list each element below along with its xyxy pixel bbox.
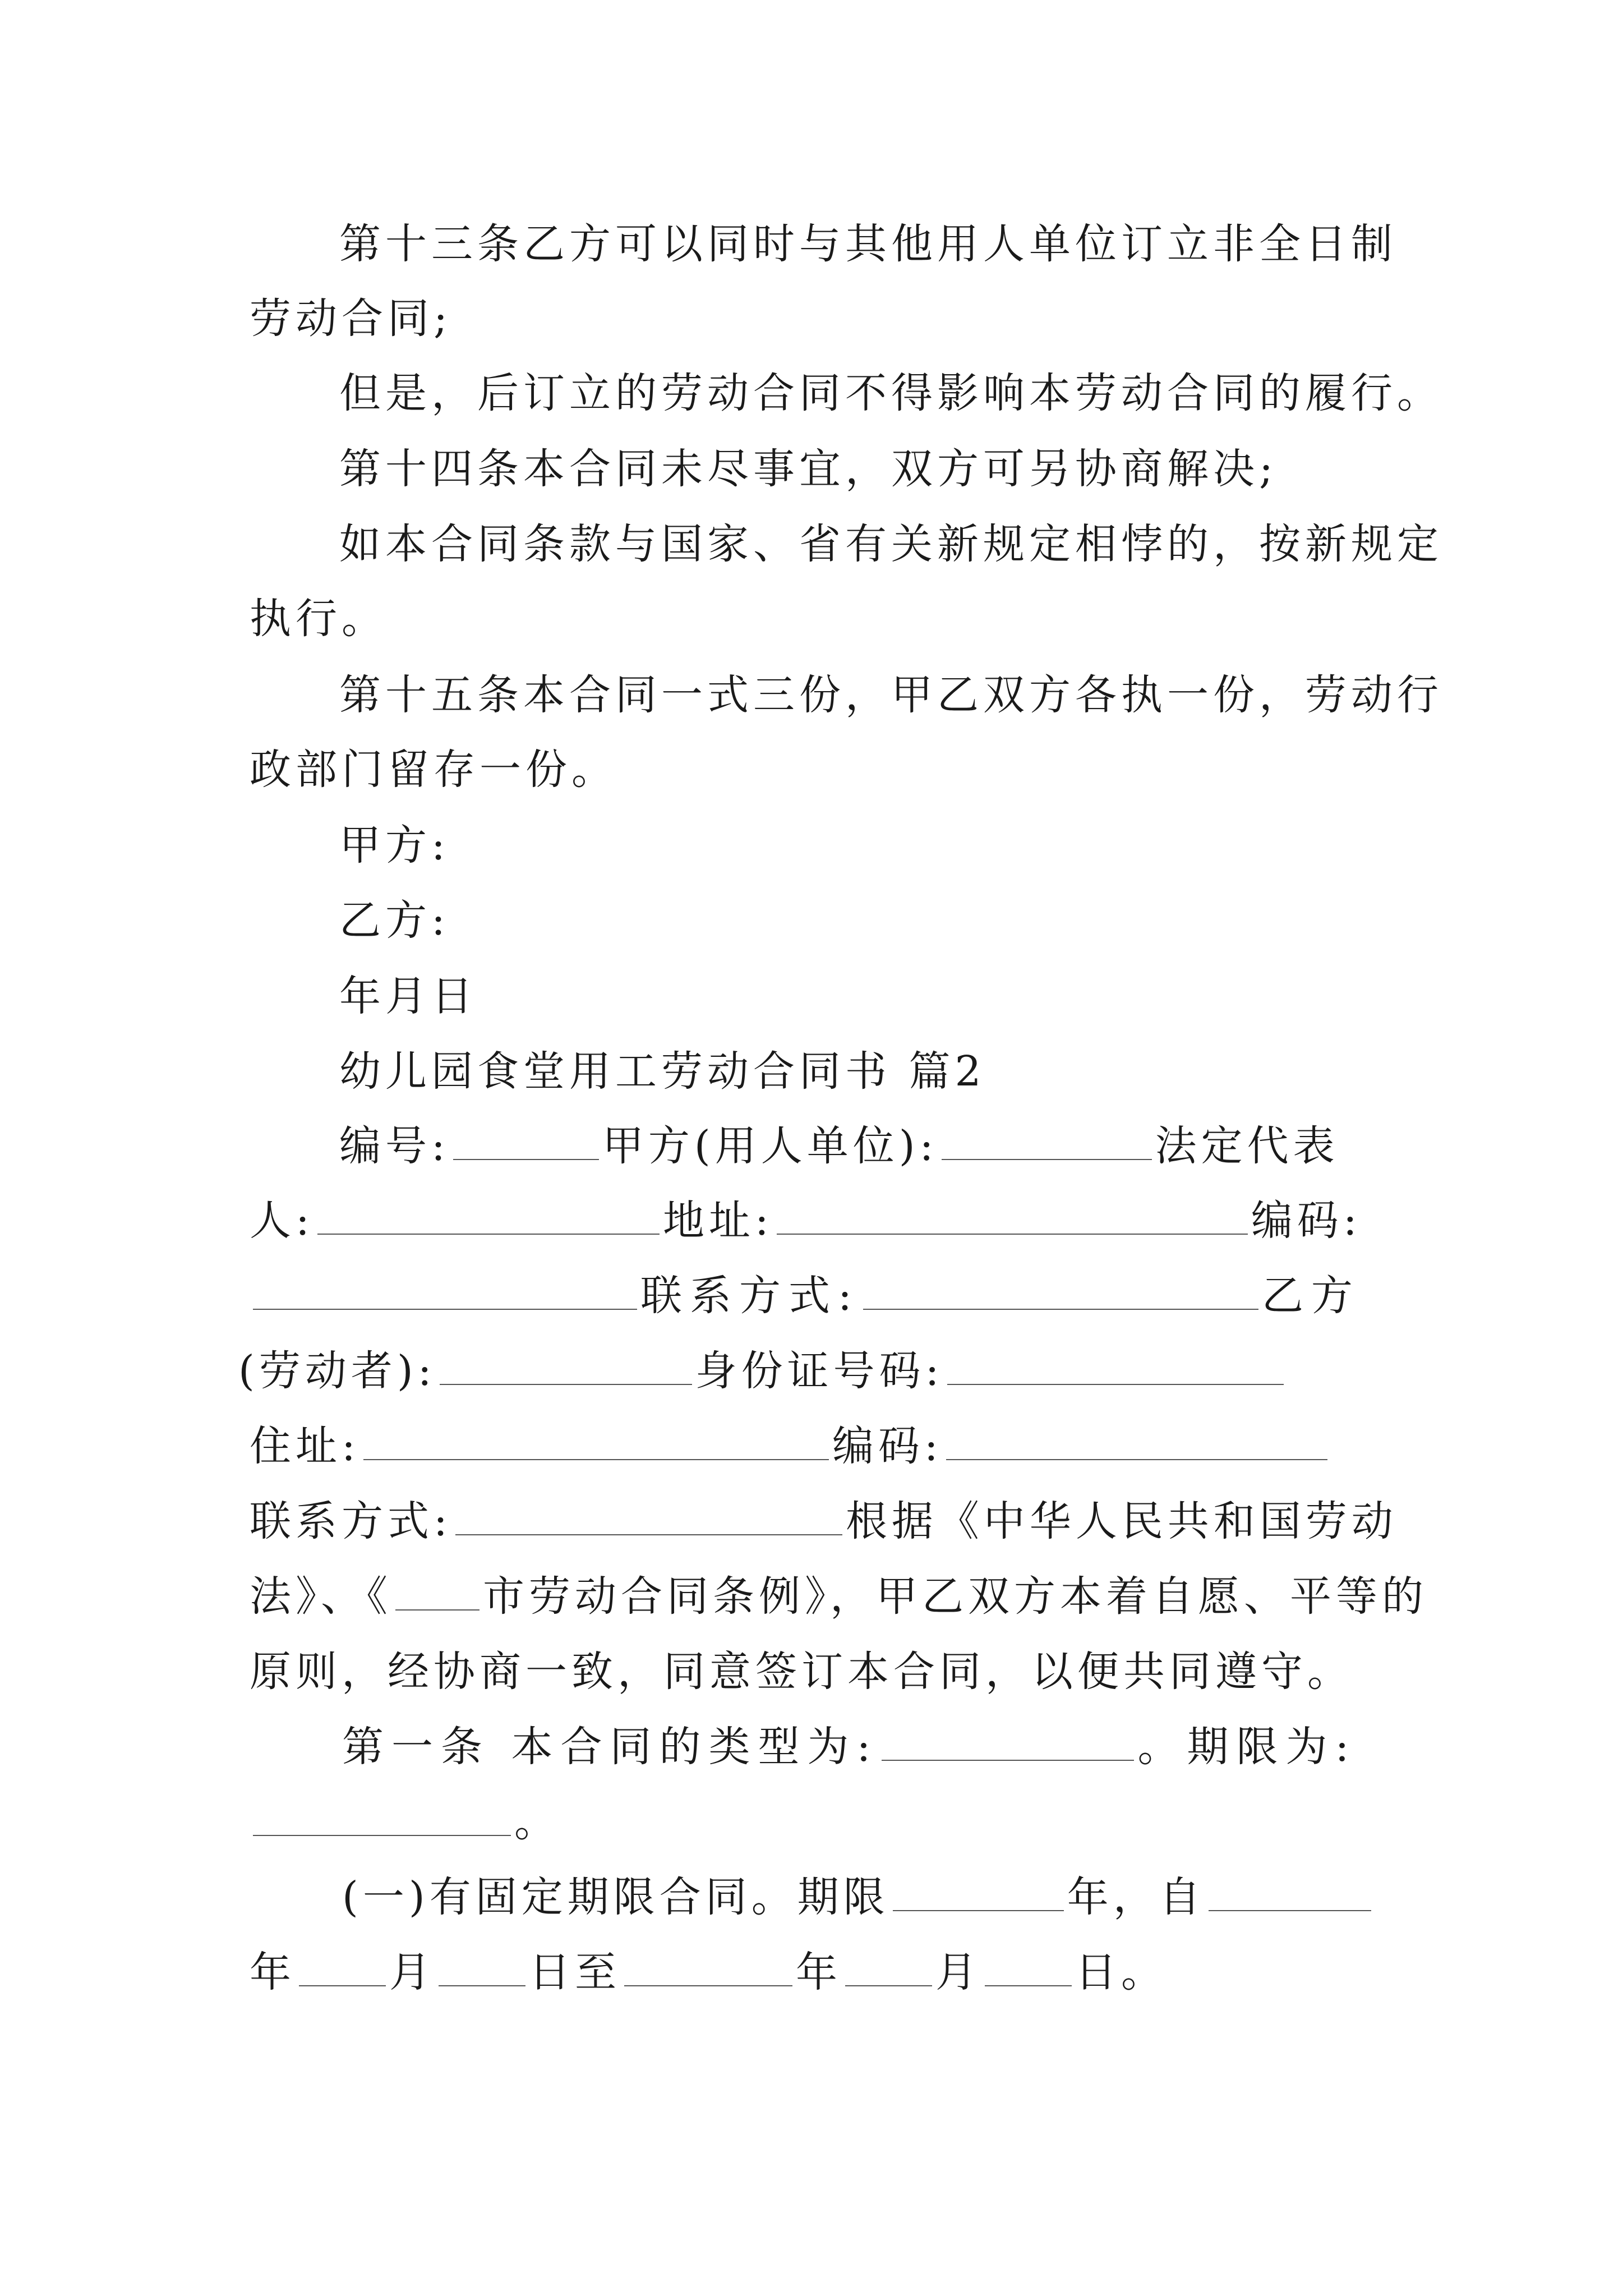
- text-regulations: 市劳动合同条例》，甲乙双方本着自愿、平等的: [483, 1572, 1428, 1621]
- blank-start-month[interactable]: [299, 1945, 386, 1986]
- header-line-4: [238, 1343, 1287, 1399]
- contract-title-part-2: 幼儿园食堂用工劳动合同书 篇2: [339, 1047, 986, 1096]
- blank-worker[interactable]: [440, 1343, 692, 1385]
- header-line-6: [250, 1493, 1398, 1549]
- article-14-line-1: 第十四条本合同未尽事宜，双方可另协商解决;: [339, 445, 1278, 493]
- article-13-line-3: 但是，后订立的劳动合同不得影响本劳动合同的履行。: [339, 369, 1443, 417]
- article-1-line-2: [250, 1794, 560, 1850]
- blank-contract-type[interactable]: [882, 1719, 1134, 1761]
- label-year-2: 年: [796, 1948, 842, 1996]
- blank-legal-rep[interactable]: [317, 1193, 660, 1235]
- blank-employer-contact[interactable]: [863, 1268, 1258, 1310]
- blank-start-day[interactable]: [439, 1945, 525, 1986]
- label-year-1: 年: [250, 1948, 296, 1996]
- label-day-end: 日。: [1075, 1948, 1167, 1996]
- label-employer: 甲方(用人单位):: [602, 1122, 938, 1170]
- article-13-line-1: 第十三条乙方可以同时与其他用人单位订立非全日制: [339, 220, 1397, 268]
- article-14-line-2: 如本合同条款与国家、省有关新规定相悖的，按新规定: [339, 520, 1443, 568]
- label-employer-contact: 联系方式:: [640, 1272, 860, 1320]
- label-day-to: 日至: [529, 1948, 621, 1996]
- signature-party-b: 乙方:: [339, 896, 450, 945]
- blank-end-day[interactable]: [985, 1945, 1072, 1986]
- label-id-number: 身份证号码:: [695, 1347, 944, 1395]
- label-residence: 住址:: [250, 1422, 360, 1470]
- label-address: 地址:: [662, 1197, 773, 1245]
- label-worker: (劳动者):: [238, 1347, 436, 1395]
- blank-worker-contact[interactable]: [455, 1494, 842, 1535]
- label-contract-type: 第一条 本合同的类型为:: [342, 1723, 879, 1771]
- label-years-from: 年，自: [1067, 1873, 1205, 1921]
- article-14-line-3: 执行。: [250, 595, 388, 643]
- header-line-5: [250, 1418, 1331, 1474]
- text-legal-basis: 根据《中华人民共和国劳动: [845, 1497, 1398, 1545]
- signature-date: 年月日: [339, 972, 477, 1020]
- blank-city[interactable]: [395, 1569, 479, 1611]
- label-legal-rep-person: 人:: [250, 1197, 314, 1245]
- blank-employer[interactable]: [942, 1119, 1152, 1160]
- article-1-line-1: [342, 1719, 1357, 1775]
- label-month-2: 月: [935, 1948, 981, 1996]
- label-month-1: 月: [389, 1948, 435, 1996]
- label-fixed-term: (一)有固定期限合同。期限: [342, 1873, 889, 1921]
- blank-contract-no[interactable]: [453, 1119, 599, 1160]
- blank-worker-postcode[interactable]: [946, 1419, 1327, 1460]
- label-worker-contact: 联系方式:: [250, 1497, 452, 1545]
- text-law-ref: 法》、《: [250, 1572, 392, 1621]
- signature-party-a: 甲方:: [339, 821, 450, 869]
- label-legal-rep: 法定代表: [1155, 1122, 1339, 1170]
- article-13-line-2: 劳动合同;: [250, 295, 452, 343]
- header-line-7: [250, 1568, 1428, 1625]
- article-15-line-2: 政部门留存一份。: [250, 746, 617, 794]
- label-contract-no: 编号:: [339, 1122, 450, 1170]
- header-line-8: 原则，经协商一致，同意签订本合同，以便共同遵守。: [250, 1648, 1353, 1696]
- blank-id-number[interactable]: [947, 1343, 1284, 1385]
- fixed-term-line-2: [250, 1944, 1167, 2000]
- blank-address[interactable]: [777, 1193, 1248, 1235]
- header-line-1: [339, 1118, 1339, 1174]
- blank-residence[interactable]: [363, 1419, 829, 1460]
- blank-employer-postcode[interactable]: [253, 1268, 637, 1310]
- label-worker-postcode: 编码:: [832, 1422, 943, 1470]
- label-postcode: 编码:: [1251, 1197, 1362, 1245]
- blank-end-month[interactable]: [845, 1945, 932, 1986]
- blank-start-year-a[interactable]: [1209, 1870, 1371, 1911]
- blank-end-year[interactable]: [624, 1945, 792, 1986]
- fixed-term-line-1: [342, 1869, 1375, 1925]
- label-term: 。期限为:: [1137, 1723, 1357, 1771]
- blank-term[interactable]: [253, 1795, 511, 1836]
- article-15-line-1: 第十五条本合同一式三份，甲乙双方各执一份，劳动行: [339, 671, 1443, 719]
- label-party-b: 乙方: [1261, 1272, 1361, 1320]
- header-line-2: [250, 1193, 1362, 1249]
- header-line-3: [250, 1268, 1361, 1324]
- period-mark: 。: [514, 1798, 560, 1846]
- blank-term-years[interactable]: [893, 1870, 1064, 1911]
